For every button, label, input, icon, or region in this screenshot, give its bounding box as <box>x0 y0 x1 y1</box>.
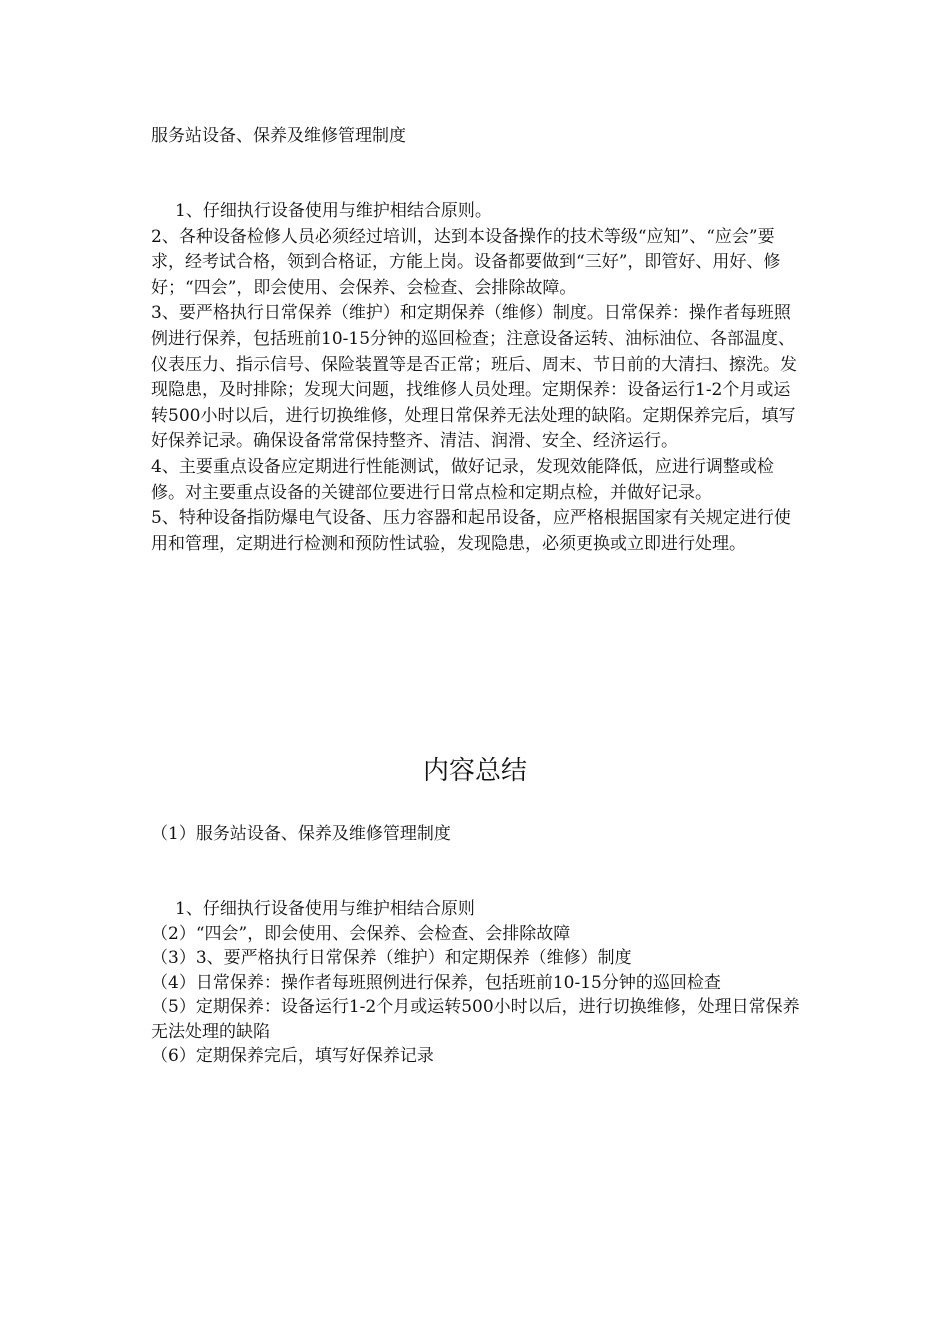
summary-item-3: （3）3、要严格执行日常保养（维护）和定期保养（维修）制度 <box>151 948 632 968</box>
summary-item-5: （5）定期保养：设备运行1-2个月或运转500小时以后，进行切换维修，处理日常保养无法处理的缺陷 <box>151 997 800 1042</box>
summary-item-6: （6）定期保养完后，填写好保养记录 <box>151 1046 434 1066</box>
summary-item-2: （2）“四会”，即会使用、会保养、会检查、会排除故障 <box>151 923 571 944</box>
paragraph-5: 5、特种设备指防爆电气设备、压力容器和起吊设备，应严格根据国家有关规定进行使用和管理，定期进行检测和预防性试验，发现隐患，必须更换或立即进行处理。 <box>151 508 791 554</box>
summary-subtitle: （1）服务站设备、保养及维修管理制度 <box>151 824 451 844</box>
summary-item-4: （4）日常保养：操作者每班照例进行保养，包括班前10-15分钟的巡回检查 <box>151 972 721 993</box>
paragraph-2: 2、各种设备检修人员必须经过培训，达到本设备操作的技术等级“应知”、“应会”要求，经考试合格，领到合格证，方能上岗。设备都要做到“三好”，即管好、用好、修好；“四会”，即会使用、会保养、会检查、会排除故障。 <box>151 226 781 298</box>
document-body <box>151 199 801 557</box>
paragraph-4: 4、主要重点设备应定期进行性能测试，做好记录，发现效能降低，应进行调整或检修。对主要重点设备的关键部位要进行日常点检和定期点检，并做好记录。 <box>151 456 774 503</box>
summary-list <box>151 897 801 1069</box>
summary-item-1: 1、仔细执行设备使用与维护相结合原则 <box>175 899 475 919</box>
document-title: 服务站设备、保养及维修管理制度 <box>151 126 406 146</box>
paragraph-3: 3、要严格执行日常保养（维护）和定期保养（维修）制度。日常保养：操作者每班照例进行保养，包括班前10-15分钟的巡回检查；注意设备运转、油标油位、各部温度、仪表压力、指示信号、保险装置等是否正常；班后、周末、节日前的大清扫、擦洗。发现隐患，及时排除；发现大问题，找维修人员处理。定期保养：设备运行1-2个月或运转500小时以后，进行切换维修，处理日常保养无法处理的缺陷。定期保养完后，填写好保养记录。确保设备常常保持整齐、清洁、润滑、安全、经济运行。 <box>151 303 797 452</box>
paragraph-1: 1、仔细执行设备使用与维护相结合原则。 <box>175 201 492 221</box>
summary-heading: 内容总结 <box>422 756 527 786</box>
